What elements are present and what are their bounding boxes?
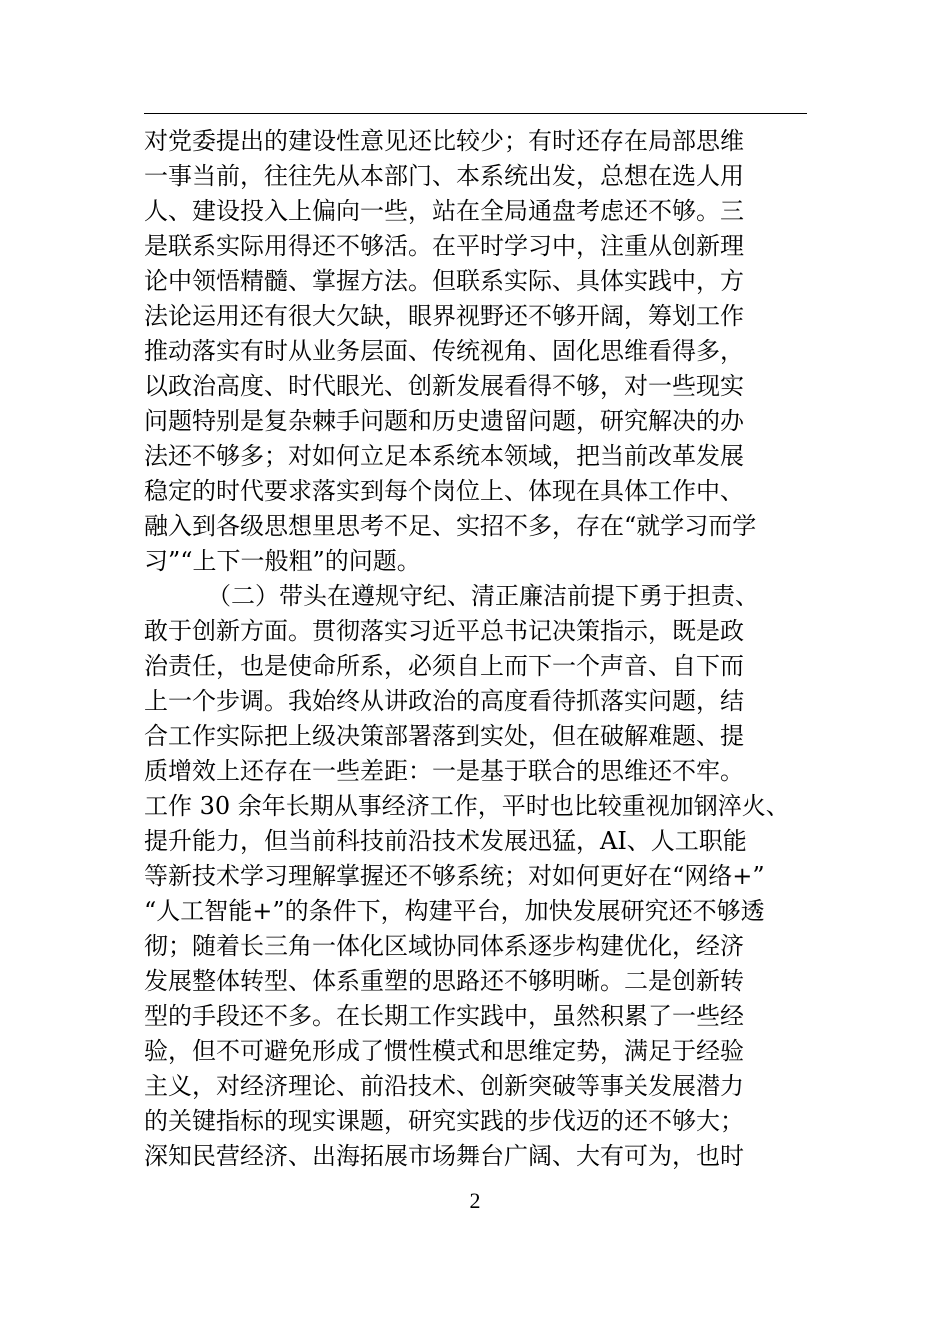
- text-line: 法还不够多；对如何立足本系统本领域，把当前改革发展: [144, 442, 744, 470]
- header-rule: [144, 113, 807, 114]
- text-line: 习”“上下一般粗”的问题。: [144, 547, 421, 575]
- text-line: 提升能力，但当前科技前沿技术发展迅猛，AI、人工职能: [144, 827, 747, 855]
- text-line: 论中领悟精髓、掌握方法。但联系实际、具体实践中，方: [144, 267, 744, 295]
- text-line: 对党委提出的建设性意见还比较少；有时还存在局部思维: [144, 127, 744, 155]
- text-line: 上一个步调。我始终从讲政治的高度看待抓落实问题，结: [144, 687, 744, 715]
- text-line: 彻；随着长三角一体化区域协同体系逐步构建优化，经济: [144, 932, 744, 960]
- text-line: 深知民营经济、出海拓展市场舞台广阔、大有可为，也时: [144, 1142, 744, 1170]
- text-line: 验，但不可避免形成了惯性模式和思维定势，满足于经验: [144, 1037, 744, 1065]
- text-line: 型的手段还不多。在长期工作实践中，虽然积累了一些经: [144, 1002, 744, 1030]
- text-line: 等新技术学习理解掌握还不够系统；对如何更好在“网络+”: [144, 862, 765, 890]
- text-line: 是联系实际用得还不够活。在平时学习中，注重从创新理: [144, 232, 744, 260]
- text-line: 以政治高度、时代眼光、创新发展看得不够，对一些现实: [144, 372, 744, 400]
- text-line: 问题特别是复杂棘手问题和历史遗留问题，研究解决的办: [144, 407, 744, 435]
- text-line: 发展整体转型、体系重塑的思路还不够明晰。二是创新转: [144, 967, 744, 995]
- text-line: 质增效上还存在一些差距：一是基于联合的思维还不牢。: [144, 757, 744, 785]
- text-line: 推动落实有时从业务层面、传统视角、固化思维看得多，: [144, 337, 744, 365]
- text-line: 一事当前，往往先从本部门、本系统出发，总想在选人用: [144, 162, 744, 190]
- body-text: [144, 124, 807, 1174]
- text-line: 治责任，也是使命所系，必须自上而下一个声音、自下而: [144, 652, 744, 680]
- text-line: 的关键指标的现实课题，研究实践的步伐迈的还不够大；: [144, 1107, 744, 1135]
- text-line: 敢于创新方面。贯彻落实习近平总书记决策指示，既是政: [144, 617, 744, 645]
- text-line: 人、建设投入上偏向一些，站在全局通盘考虑还不够。三: [144, 197, 744, 225]
- page-number: 2: [469, 1188, 481, 1213]
- section-heading-line: （二）带头在遵规守纪、清正廉洁前提下勇于担责、: [207, 582, 759, 610]
- text-line: 合工作实际把上级决策部署落到实处，但在破解难题、提: [144, 722, 744, 750]
- text-line: 法论运用还有很大欠缺，眼界视野还不够开阔，筹划工作: [144, 302, 744, 330]
- text-line: 稳定的时代要求落实到每个岗位上、体现在具体工作中、: [144, 477, 744, 505]
- text-line: 融入到各级思想里思考不足、实招不多，存在“就学习而学: [144, 512, 757, 540]
- text-line: 主义，对经济理论、前沿技术、创新突破等事关发展潜力: [144, 1072, 744, 1100]
- text-line: “人工智能+”的条件下，构建平台，加快发展研究还不够透: [144, 897, 765, 925]
- text-line: 工作 30 余年长期从事经济工作，平时也比较重视加钢淬火、: [144, 792, 790, 820]
